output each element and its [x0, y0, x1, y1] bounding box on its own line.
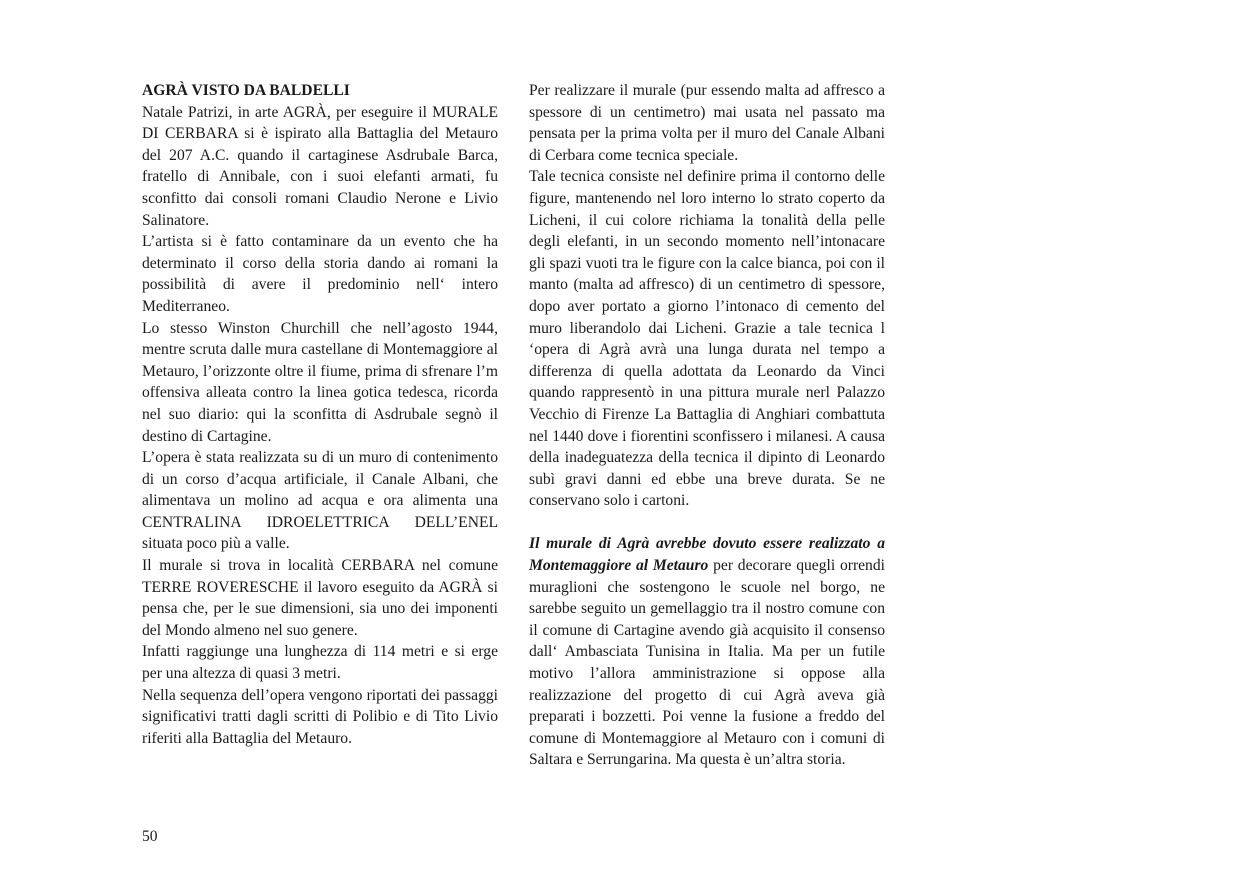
left-paragraph: Infatti raggiunge una lunghezza di 114 metri e si erge per una altezza di quasi 3 metri. [142, 643, 498, 683]
page-number: 50 [142, 828, 158, 845]
left-paragraph: Lo stesso Winston Churchill che nell’agosto 1944, mentre scruta dalle mura castellane di Montemaggiore al Metauro, l’orizzonte oltre il fiume, prima di sfrenare l’m offensiva alleata contro la linea gotica tedesca, ricorda nel suo diario: qui la sconfitta di Asdrubale segnò il destino di Cartagine. [142, 319, 498, 445]
section-heading: AGRÀ VISTO DA BALDELLI [142, 82, 350, 99]
left-paragraph: Il murale si trova in località CERBARA nel comune TERRE ROVERESCHE il lavoro eseguito da AGRÀ si pensa che, per le sue dimensioni, sia uno dei imponenti del Mondo almeno nel suo genere. [142, 557, 498, 639]
emphasized-phrase: Il murale di Agrà avrebbe dovuto essere realizzato a Montemaggiore al Metauro [529, 535, 885, 575]
paragraph-spacer [529, 512, 885, 534]
closing-paragraph [529, 533, 885, 771]
left-paragraph: L’opera è stata realizzata su di un muro di contenimento di un corso d’acqua artificiale, il Canale Albani, che alimentava un molino ad acqua e ora alimenta una CENTRALINA IDROELETTRICA DELL’ENEL situata poco più a valle. [142, 449, 498, 553]
right-paragraph: Tale tecnica consiste nel definire prima il contorno delle figure, mantenendo nel loro interno lo strato coperto da Licheni, il cui colore richiama la tonalità della pelle degli elefanti, in un secondo momento nell’intonacare gli spazi vuoti tra le figure con la calce bianca, poi con il manto (malta ad affresco) di un centimetro di spessore, dopo aver portato a giorno l’intonaco di cemento del muro liberandolo dai Licheni. Grazie a tale tecnica l ‘opera di Agrà avrà una lunga durata nel tempo a differenza di quella adottata da Leonardo da Vinci quando rappresentò in una pittura murale nerl Palazzo Vecchio di Firenze La Battaglia di Anghiari combattuta nel 1440 dove i fiorentini sconfissero i milanesi. A causa della inadeguatezza della tecnica il dipinto di Leonardo subì gravi danni ed ebbe una breve durata. Se ne conservano solo i cartoni. [529, 168, 885, 510]
right-column [529, 80, 885, 771]
left-paragraph: Nella sequenza dell’opera vengono riportati dei passaggi significativi tratti dagli scritti di Polibio e di Tito Livio riferiti alla Battaglia del Metauro. [142, 686, 498, 747]
left-paragraph: L’artista si è fatto contaminare da un evento che ha determinato il corso della storia dando ai romani la possibilità di avere il predominio nell‘ intero Mediterraneo. [142, 233, 498, 315]
right-paragraph: Per realizzare il murale (pur essendo malta ad affresco a spessore di un centimetro) mai usata nel passato ma pensata per la prima volta per il muro del Canale Albani di Cerbara come tecnica speciale. [529, 82, 885, 164]
closing-text: per decorare quegli orrendi muraglioni che sostengono le scuole nel borgo, ne sarebbe seguito un gemellaggio tra il nostro comune con il comune di Cartagine avendo già acquisito il consenso dall‘ Ambasciata Tunisina in Italia. Ma per un futile motivo l’allora amministrazione si oppose alla realizzazione del progetto di cui Agrà aveva già preparati i bozzetti. Poi venne la fusione a freddo del comune di Montemaggiore al Metauro con i comuni di Saltara e Serrungarina. Ma questa è un’altra storia. [529, 557, 885, 769]
left-column [142, 80, 498, 749]
left-paragraph: Natale Patrizi, in arte AGRÀ, per eseguire il MURALE DI CERBARA si è ispirato alla Battaglia del Metauro del 207 A.C. quando il cartaginese Asdrubale Barca, fratello di Annibale, con i suoi elefanti armati, fu sconfitto dai consoli romani Claudio Nerone e Livio Salinatore. [142, 103, 498, 229]
